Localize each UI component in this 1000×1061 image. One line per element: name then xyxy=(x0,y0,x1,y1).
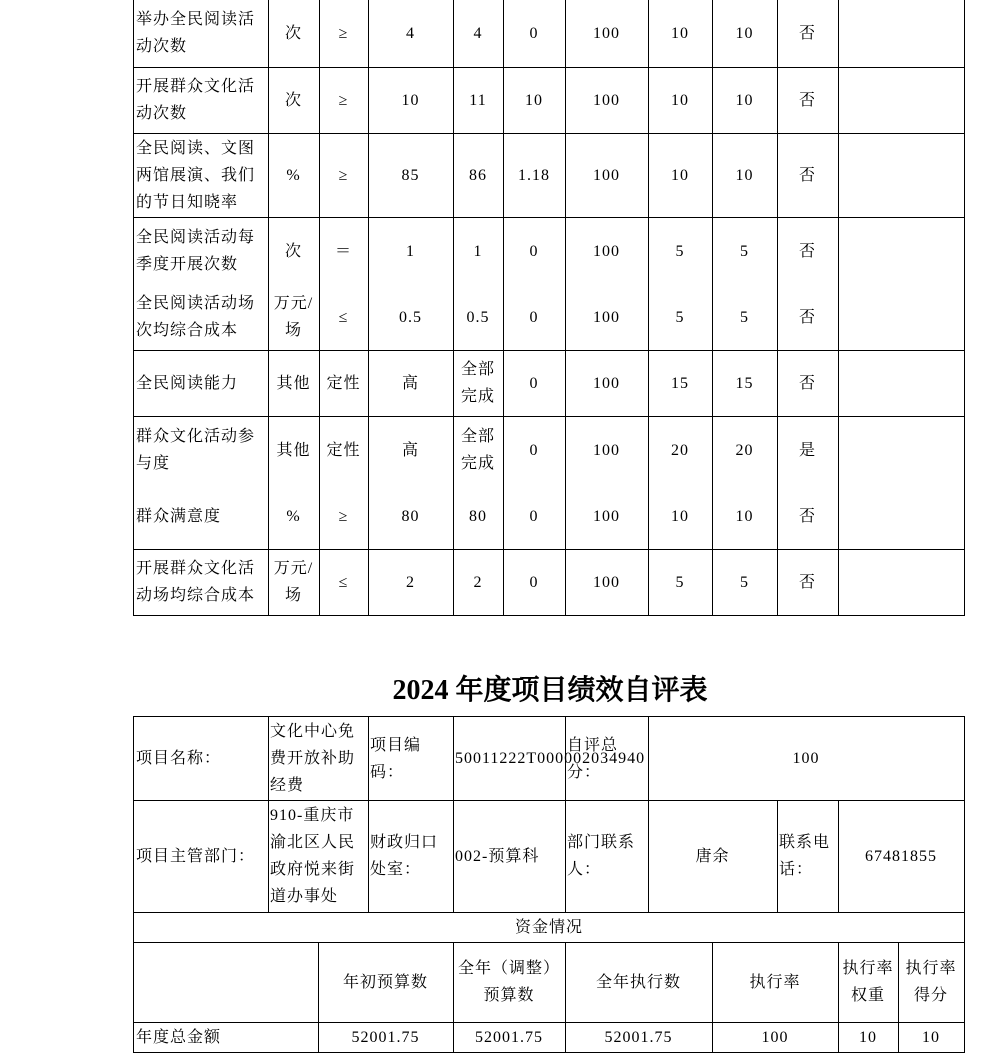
indicator-indicator-name xyxy=(133,350,269,417)
funds-total-cell xyxy=(133,1022,319,1053)
indicator-indicator-name xyxy=(133,217,269,285)
indicator-score-text: 10 xyxy=(735,166,754,184)
indicator-weight-text: 15 xyxy=(671,374,689,392)
indicator-actual-text: 11 xyxy=(469,91,487,109)
indicator-full-score-text: 100 xyxy=(593,573,620,591)
indicator-unit-text: % xyxy=(286,166,301,184)
indicator-operator-text: ≤ xyxy=(338,573,349,591)
finance-label-text: 财政归口处室： xyxy=(370,834,439,878)
indicator-unit xyxy=(268,133,320,218)
indicator-flag xyxy=(777,549,839,616)
indicator-unit xyxy=(268,67,320,134)
project-code-label-text: 项目编码： xyxy=(370,736,422,781)
indicator-score xyxy=(712,483,778,550)
indicator-flag xyxy=(777,67,839,134)
indicator-full-score-text: 100 xyxy=(593,308,620,326)
funds-total-cell xyxy=(453,1022,566,1053)
funds-section-title xyxy=(133,912,965,943)
indicator-weight xyxy=(648,483,713,550)
funds-header-text: 执行率权重 xyxy=(842,960,894,1004)
finance-label xyxy=(368,800,454,913)
indicator-deviation xyxy=(503,416,566,484)
indicator-flag-text: 否 xyxy=(798,507,816,525)
phone-label-text: 联系电话： xyxy=(779,834,831,878)
indicator-target-text: 0.5 xyxy=(399,308,422,326)
indicator-remark xyxy=(838,284,965,351)
indicator-deviation-text: 0 xyxy=(529,441,539,459)
indicator-score-text: 15 xyxy=(735,374,754,392)
indicator-remark xyxy=(838,416,965,484)
funds-header-text: 执行率得分 xyxy=(905,960,957,1004)
indicator-deviation xyxy=(503,284,566,351)
indicator-target xyxy=(368,483,454,550)
indicator-target-text: 10 xyxy=(401,91,420,109)
indicator-target-text: 4 xyxy=(406,24,415,42)
indicator-unit-text: 次 xyxy=(284,91,302,109)
indicator-unit-text: 其他 xyxy=(276,374,311,392)
indicator-deviation xyxy=(503,217,566,285)
funds-total-cell-text: 年度总金额 xyxy=(136,1028,222,1046)
indicator-weight-text: 10 xyxy=(671,91,689,109)
indicator-full-score-text: 100 xyxy=(593,507,620,525)
indicator-weight-text: 10 xyxy=(671,166,689,184)
indicator-unit xyxy=(268,284,320,351)
indicator-indicator-name xyxy=(133,133,269,218)
funds-total-cell xyxy=(898,1022,965,1053)
indicator-score-text: 20 xyxy=(735,441,754,459)
indicator-flag-text: 否 xyxy=(798,24,816,42)
indicator-indicator-name-text: 全民阅读活动场次均综合成本 xyxy=(136,295,256,339)
indicator-target-text: 2 xyxy=(406,573,415,591)
indicator-target-text: 1 xyxy=(406,242,415,260)
indicator-weight xyxy=(648,217,713,285)
page-title: 2024 年度项目绩效自评表 xyxy=(392,675,708,706)
indicator-target xyxy=(368,0,454,68)
indicator-full-score xyxy=(565,350,649,417)
phone-text: 67481855 xyxy=(865,847,937,865)
funds-total-cell-text: 52001.75 xyxy=(475,1028,543,1046)
indicator-score xyxy=(712,0,778,68)
indicator-operator-text: ≥ xyxy=(338,166,349,184)
indicator-remark xyxy=(838,483,965,550)
indicator-operator-text: 定性 xyxy=(326,374,361,392)
indicator-unit xyxy=(268,483,320,550)
phone-label xyxy=(777,800,839,913)
indicator-full-score-text: 100 xyxy=(593,91,620,109)
total-score-text: 100 xyxy=(792,750,820,767)
indicator-actual xyxy=(453,350,504,417)
indicator-unit xyxy=(268,0,320,68)
funds-header xyxy=(133,942,319,1023)
finance-text: 002-预算科 xyxy=(455,847,540,865)
indicator-score xyxy=(712,67,778,134)
indicator-full-score xyxy=(565,549,649,616)
indicator-actual-text: 全部完成 xyxy=(460,361,495,405)
indicator-flag-text: 否 xyxy=(798,166,816,184)
indicator-deviation xyxy=(503,0,566,68)
indicator-weight xyxy=(648,0,713,68)
indicator-unit-text: % xyxy=(286,507,301,525)
indicator-deviation-text: 0 xyxy=(529,308,539,326)
indicator-indicator-name-text: 群众文化活动参与度 xyxy=(136,428,256,472)
indicator-weight-text: 5 xyxy=(675,242,685,260)
indicator-flag xyxy=(777,0,839,68)
indicator-flag-text: 否 xyxy=(798,242,816,260)
funds-header xyxy=(318,942,454,1023)
indicator-weight xyxy=(648,284,713,351)
indicator-weight-text: 5 xyxy=(675,308,685,326)
indicator-flag-text: 否 xyxy=(798,573,816,591)
indicator-unit xyxy=(268,217,320,285)
indicator-indicator-name-text: 群众满意度 xyxy=(136,507,222,525)
project-name-text: 文化中心免费开放补助经费 xyxy=(270,723,356,794)
indicator-score-text: 10 xyxy=(735,91,754,109)
funds-total-cell-text: 10 xyxy=(922,1028,940,1046)
indicator-score-text: 10 xyxy=(735,507,754,525)
indicator-target xyxy=(368,67,454,134)
score-label-text: 自评总分： xyxy=(567,736,619,781)
indicator-indicator-name-text: 全民阅读、文图两馆展演、我们的节日知晓率 xyxy=(136,139,256,211)
indicator-score xyxy=(712,350,778,417)
indicator-deviation-text: 0 xyxy=(529,374,539,392)
funds-total-cell-text: 10 xyxy=(859,1028,877,1046)
indicator-indicator-name-text: 举办全民阅读活动次数 xyxy=(136,11,256,55)
indicator-score-text: 5 xyxy=(740,573,749,591)
indicator-full-score-text: 100 xyxy=(593,24,620,42)
indicator-score-text: 5 xyxy=(740,242,749,260)
finance xyxy=(453,800,566,913)
indicator-unit-text: 其他 xyxy=(276,441,311,459)
indicator-flag xyxy=(777,133,839,218)
indicator-full-score-text: 100 xyxy=(593,242,620,260)
indicator-flag xyxy=(777,284,839,351)
indicator-operator-text: ＝ xyxy=(334,242,352,260)
indicator-indicator-name-text: 开展群众文化活动次数 xyxy=(136,78,256,122)
indicator-score-text: 10 xyxy=(735,24,754,42)
indicator-target xyxy=(368,217,454,285)
indicator-remark xyxy=(838,549,965,616)
indicator-flag-text: 否 xyxy=(798,308,816,326)
indicator-flag xyxy=(777,416,839,484)
indicator-operator xyxy=(319,217,369,285)
indicator-actual xyxy=(453,416,504,484)
indicator-remark xyxy=(838,217,965,285)
indicator-unit xyxy=(268,350,320,417)
funds-total-cell xyxy=(712,1022,839,1053)
contact-text: 唐余 xyxy=(695,847,730,865)
indicator-deviation xyxy=(503,67,566,134)
funds-header-text: 全年执行数 xyxy=(595,973,681,991)
indicator-deviation xyxy=(503,350,566,417)
indicator-target-text: 高 xyxy=(401,374,419,392)
project-code-label xyxy=(368,716,454,801)
indicator-flag-text: 否 xyxy=(798,374,816,392)
indicator-operator xyxy=(319,284,369,351)
score-label xyxy=(565,716,649,801)
indicator-indicator-name xyxy=(133,0,269,68)
indicator-indicator-name xyxy=(133,416,269,484)
indicator-operator-text: ≥ xyxy=(338,24,349,42)
indicator-indicator-name-text: 开展群众文化活动场均综合成本 xyxy=(136,560,256,604)
indicator-flag-text: 否 xyxy=(798,91,816,109)
indicator-score xyxy=(712,217,778,285)
indicator-unit xyxy=(268,549,320,616)
indicator-flag-text: 是 xyxy=(798,441,816,459)
indicator-weight-text: 5 xyxy=(675,573,685,591)
indicator-weight-text: 20 xyxy=(671,441,689,459)
indicator-target xyxy=(368,416,454,484)
funds-section-title-text: 资金情况 xyxy=(514,918,583,936)
indicator-target-text: 高 xyxy=(401,441,419,459)
indicator-indicator-name-text: 全民阅读活动每季度开展次数 xyxy=(136,229,256,273)
indicator-weight xyxy=(648,416,713,484)
indicator-full-score xyxy=(565,217,649,285)
dept xyxy=(268,800,369,913)
funds-total-cell-text: 52001.75 xyxy=(351,1028,420,1046)
indicator-deviation-text: 0 xyxy=(529,242,539,260)
indicator-deviation-text: 0 xyxy=(529,24,539,42)
funds-header xyxy=(453,942,566,1023)
funds-total-cell xyxy=(838,1022,899,1053)
indicator-remark xyxy=(838,350,965,417)
indicator-target xyxy=(368,549,454,616)
project-name-label xyxy=(133,716,269,801)
indicator-deviation xyxy=(503,549,566,616)
indicator-unit-text: 次 xyxy=(284,24,302,42)
project-name-label-text: 项目名称： xyxy=(136,750,222,767)
indicator-full-score xyxy=(565,0,649,68)
indicator-remark xyxy=(838,67,965,134)
contact xyxy=(648,800,778,913)
indicator-target xyxy=(368,133,454,218)
contact-label-text: 部门联系人： xyxy=(567,834,636,878)
dept-label-text: 项目主管部门： xyxy=(136,847,256,865)
indicator-weight xyxy=(648,133,713,218)
indicator-full-score xyxy=(565,67,649,134)
indicator-operator xyxy=(319,133,369,218)
indicator-actual-text: 86 xyxy=(469,166,487,184)
indicator-full-score xyxy=(565,284,649,351)
indicator-actual xyxy=(453,284,504,351)
funds-header xyxy=(838,942,899,1023)
indicator-target-text: 85 xyxy=(401,166,420,184)
indicator-full-score xyxy=(565,483,649,550)
indicator-deviation-text: 0 xyxy=(529,573,539,591)
indicator-score xyxy=(712,284,778,351)
indicator-operator xyxy=(319,416,369,484)
indicator-actual-text: 4 xyxy=(473,24,483,42)
indicator-flag xyxy=(777,217,839,285)
indicator-remark xyxy=(838,0,965,68)
indicator-full-score xyxy=(565,133,649,218)
indicator-actual-text: 2 xyxy=(473,573,483,591)
indicator-flag xyxy=(777,350,839,417)
indicator-target xyxy=(368,284,454,351)
indicator-operator xyxy=(319,350,369,417)
indicator-weight-text: 10 xyxy=(671,24,689,42)
indicator-target xyxy=(368,350,454,417)
indicator-unit xyxy=(268,416,320,484)
total-score xyxy=(648,716,965,801)
indicator-actual xyxy=(453,217,504,285)
indicator-indicator-name xyxy=(133,549,269,616)
indicator-deviation-text: 0 xyxy=(529,507,539,525)
indicator-weight xyxy=(648,67,713,134)
funds-header xyxy=(712,942,839,1023)
indicator-weight-text: 10 xyxy=(671,507,689,525)
indicator-operator-text: ≤ xyxy=(338,308,349,326)
indicator-remark xyxy=(838,133,965,218)
indicator-score-text: 5 xyxy=(740,308,749,326)
funds-header xyxy=(898,942,965,1023)
indicator-score xyxy=(712,416,778,484)
indicator-operator-text: 定性 xyxy=(326,441,361,459)
funds-total-cell xyxy=(318,1022,454,1053)
indicator-deviation xyxy=(503,133,566,218)
indicator-operator xyxy=(319,483,369,550)
indicator-score xyxy=(712,549,778,616)
indicator-actual xyxy=(453,549,504,616)
project-code-text: 50011222T000002034940 xyxy=(455,750,646,767)
dept-text: 910-重庆市渝北区人民政府悦来街道办事处 xyxy=(270,807,356,905)
indicator-actual xyxy=(453,483,504,550)
contact-label xyxy=(565,800,649,913)
indicator-indicator-name xyxy=(133,483,269,550)
indicator-unit-text: 万元/场 xyxy=(273,560,314,604)
indicator-weight xyxy=(648,350,713,417)
indicator-indicator-name xyxy=(133,284,269,351)
funds-header-text: 年初预算数 xyxy=(342,973,428,991)
indicator-full-score-text: 100 xyxy=(593,166,620,184)
funds-total-cell xyxy=(565,1022,713,1053)
indicator-target-text: 80 xyxy=(401,507,420,525)
indicator-deviation-text: 10 xyxy=(525,91,543,109)
indicator-actual-text: 1 xyxy=(473,242,483,260)
indicator-indicator-name-text: 全民阅读能力 xyxy=(136,374,239,392)
indicator-operator-text: ≥ xyxy=(338,507,349,525)
funds-total-cell-text: 52001.75 xyxy=(604,1028,673,1046)
phone xyxy=(838,800,965,913)
funds-header-text: 执行率 xyxy=(749,973,801,991)
indicator-operator-text: ≥ xyxy=(338,91,349,109)
indicator-full-score-text: 100 xyxy=(593,374,620,392)
funds-total-cell-text: 100 xyxy=(761,1028,789,1046)
funds-header xyxy=(565,942,713,1023)
indicator-actual-text: 80 xyxy=(469,507,487,525)
indicator-weight xyxy=(648,549,713,616)
indicator-operator xyxy=(319,67,369,134)
indicator-indicator-name xyxy=(133,67,269,134)
indicator-flag xyxy=(777,483,839,550)
indicator-actual-text: 0.5 xyxy=(466,308,490,326)
indicator-actual xyxy=(453,133,504,218)
dept-label xyxy=(133,800,269,913)
indicator-operator xyxy=(319,549,369,616)
indicator-score xyxy=(712,133,778,218)
indicator-operator xyxy=(319,0,369,68)
indicator-full-score xyxy=(565,416,649,484)
indicator-deviation-text: 1.18 xyxy=(518,166,550,184)
indicator-unit-text: 次 xyxy=(284,242,302,260)
funds-header-text: 全年（调整）预算数 xyxy=(457,960,560,1004)
indicator-actual xyxy=(453,0,504,68)
indicator-deviation xyxy=(503,483,566,550)
project-name xyxy=(268,716,369,801)
indicator-full-score-text: 100 xyxy=(593,441,620,459)
indicator-actual-text: 全部完成 xyxy=(460,428,495,472)
indicator-unit-text: 万元/场 xyxy=(273,295,314,339)
indicator-actual xyxy=(453,67,504,134)
